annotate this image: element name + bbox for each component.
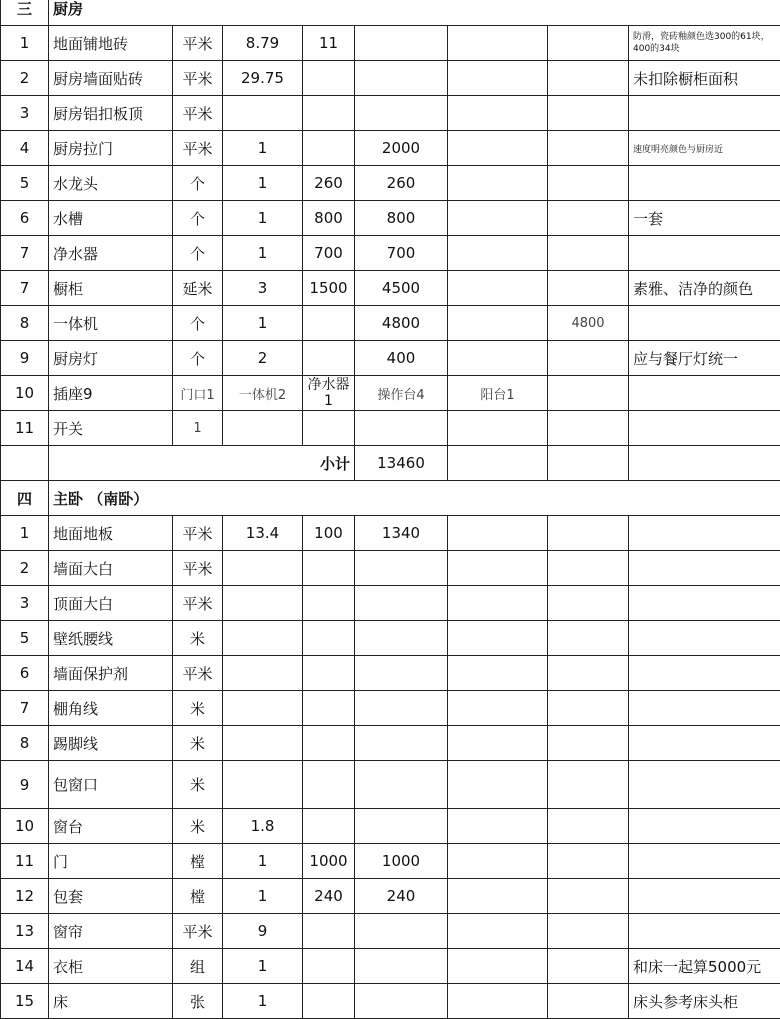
item-name-cell[interactable]: 橱柜 — [49, 271, 173, 306]
table-row — [1, 761, 780, 809]
remark-cell[interactable] — [629, 236, 780, 271]
section-title-cell[interactable]: 厨房 — [49, 0, 780, 26]
extra-cell-1[interactable] — [448, 61, 548, 96]
unit-price-cell[interactable] — [303, 809, 355, 844]
unit-price-cell[interactable] — [303, 411, 355, 446]
extra-cell-2[interactable] — [548, 341, 629, 376]
empty-cell[interactable] — [1, 446, 49, 481]
unit-cell[interactable]: 平米 — [173, 131, 223, 166]
table-row — [1, 131, 780, 166]
table-row — [1, 809, 780, 844]
row-number-cell[interactable]: 4 — [1, 131, 49, 166]
quantity-cell[interactable]: 13.4 — [223, 516, 303, 551]
total-cell[interactable]: 400 — [355, 341, 448, 376]
extra-cell-1[interactable] — [448, 166, 548, 201]
extra-cell-1[interactable] — [448, 949, 548, 984]
quantity-cell[interactable] — [223, 96, 303, 131]
unit-cell[interactable]: 平米 — [173, 26, 223, 61]
row-number-cell[interactable]: 14 — [1, 949, 49, 984]
item-name-cell[interactable]: 踢脚线 — [49, 726, 173, 761]
table-row — [1, 201, 780, 236]
unit-price-cell[interactable] — [303, 691, 355, 726]
section-index-cell[interactable]: 四 — [1, 481, 49, 516]
quantity-cell[interactable] — [223, 551, 303, 586]
item-name-cell[interactable]: 包窗口 — [49, 761, 173, 809]
unit-price-cell[interactable]: 800 — [303, 201, 355, 236]
extra-cell-1[interactable] — [448, 96, 548, 131]
extra-cell-1[interactable] — [448, 26, 548, 61]
extra-cell-1[interactable] — [448, 844, 548, 879]
quantity-cell[interactable]: 2 — [223, 341, 303, 376]
extra-cell-2[interactable] — [548, 586, 629, 621]
row-number-cell[interactable]: 6 — [1, 656, 49, 691]
extra-cell-2[interactable] — [548, 26, 629, 61]
total-cell[interactable]: 260 — [355, 166, 448, 201]
total-cell[interactable] — [355, 984, 448, 1019]
extra-cell-2[interactable] — [548, 411, 629, 446]
unit-cell[interactable]: 平米 — [173, 96, 223, 131]
unit-cell[interactable]: 1 — [173, 411, 223, 446]
total-cell[interactable] — [355, 726, 448, 761]
row-number-cell[interactable]: 6 — [1, 201, 49, 236]
empty-cell[interactable] — [448, 446, 548, 481]
table-row — [1, 411, 780, 446]
unit-price-cell[interactable] — [303, 341, 355, 376]
remark-cell[interactable] — [629, 914, 780, 949]
unit-cell[interactable]: 个 — [173, 306, 223, 341]
item-name-cell[interactable]: 墙面大白 — [49, 551, 173, 586]
subtotal-label-cell[interactable]: 小计 — [49, 446, 355, 481]
total-cell[interactable] — [355, 949, 448, 984]
unit-price-cell[interactable]: 260 — [303, 166, 355, 201]
remark-cell[interactable] — [629, 879, 780, 914]
total-cell[interactable] — [355, 586, 448, 621]
unit-cell[interactable]: 米 — [173, 621, 223, 656]
table-row — [1, 341, 780, 376]
quantity-cell[interactable]: 1 — [223, 306, 303, 341]
extra-cell-2[interactable] — [548, 621, 629, 656]
unit-cell[interactable]: 米 — [173, 809, 223, 844]
unit-price-cell[interactable] — [303, 761, 355, 809]
row-number-cell[interactable]: 5 — [1, 621, 49, 656]
remark-cell[interactable]: 速度明亮颜色与厨房近 — [629, 131, 780, 166]
unit-cell[interactable]: 樘 — [173, 879, 223, 914]
extra-cell-1[interactable] — [448, 271, 548, 306]
extra-cell-1[interactable] — [448, 621, 548, 656]
unit-cell[interactable]: 平米 — [173, 61, 223, 96]
total-cell[interactable]: 700 — [355, 236, 448, 271]
unit-cell[interactable]: 个 — [173, 166, 223, 201]
unit-price-cell[interactable] — [303, 96, 355, 131]
total-cell[interactable] — [355, 914, 448, 949]
unit-price-cell[interactable]: 240 — [303, 879, 355, 914]
table-row — [1, 26, 780, 61]
item-name-cell[interactable]: 开关 — [49, 411, 173, 446]
total-cell[interactable] — [355, 691, 448, 726]
table-row — [1, 376, 780, 411]
quantity-cell[interactable] — [223, 586, 303, 621]
unit-cell[interactable]: 个 — [173, 236, 223, 271]
remark-cell[interactable] — [629, 376, 780, 411]
remark-cell[interactable] — [629, 96, 780, 131]
table-row — [1, 726, 780, 761]
extra-cell-2[interactable] — [548, 949, 629, 984]
total-cell[interactable] — [355, 621, 448, 656]
unit-cell[interactable]: 个 — [173, 201, 223, 236]
quantity-cell[interactable]: 1 — [223, 236, 303, 271]
unit-price-cell[interactable]: 净水器1 — [303, 376, 355, 411]
item-name-cell[interactable]: 门 — [49, 844, 173, 879]
item-name-cell[interactable]: 地面地板 — [49, 516, 173, 551]
total-cell[interactable] — [355, 26, 448, 61]
item-name-cell[interactable]: 厨房拉门 — [49, 131, 173, 166]
unit-price-cell[interactable] — [303, 551, 355, 586]
item-name-cell[interactable]: 衣柜 — [49, 949, 173, 984]
total-cell[interactable] — [355, 61, 448, 96]
unit-cell[interactable]: 个 — [173, 341, 223, 376]
table-row — [1, 166, 780, 201]
section-index-cell[interactable]: 三 — [1, 0, 49, 26]
unit-cell[interactable]: 组 — [173, 949, 223, 984]
quantity-cell[interactable]: 3 — [223, 271, 303, 306]
quantity-cell[interactable] — [223, 411, 303, 446]
unit-price-cell[interactable] — [303, 586, 355, 621]
row-number-cell[interactable]: 1 — [1, 516, 49, 551]
quantity-cell[interactable]: 1 — [223, 201, 303, 236]
table-row — [1, 96, 780, 131]
unit-price-cell[interactable] — [303, 621, 355, 656]
table-row — [1, 61, 780, 96]
extra-cell-2[interactable] — [548, 131, 629, 166]
table-row — [1, 271, 780, 306]
unit-price-cell[interactable]: 1500 — [303, 271, 355, 306]
extra-cell-1[interactable] — [448, 726, 548, 761]
unit-cell[interactable]: 平米 — [173, 551, 223, 586]
row-number-cell[interactable]: 3 — [1, 96, 49, 131]
extra-cell-1[interactable] — [448, 341, 548, 376]
remark-cell[interactable] — [629, 551, 780, 586]
row-number-cell[interactable]: 7 — [1, 271, 49, 306]
unit-price-cell[interactable] — [303, 61, 355, 96]
total-cell[interactable]: 操作台4 — [355, 376, 448, 411]
remark-cell[interactable] — [629, 306, 780, 341]
remark-cell[interactable] — [629, 516, 780, 551]
item-name-cell[interactable]: 窗帘 — [49, 914, 173, 949]
extra-cell-2[interactable] — [548, 691, 629, 726]
extra-cell-2[interactable] — [548, 516, 629, 551]
unit-price-cell[interactable]: 700 — [303, 236, 355, 271]
row-number-cell[interactable]: 8 — [1, 726, 49, 761]
row-number-cell[interactable]: 13 — [1, 914, 49, 949]
table-row — [1, 949, 780, 984]
quantity-cell[interactable]: 9 — [223, 914, 303, 949]
remark-cell[interactable] — [629, 621, 780, 656]
unit-cell[interactable]: 平米 — [173, 656, 223, 691]
row-number-cell[interactable]: 15 — [1, 984, 49, 1019]
row-number-cell[interactable]: 11 — [1, 411, 49, 446]
extra-cell-2[interactable] — [548, 761, 629, 809]
extra-cell-1[interactable] — [448, 306, 548, 341]
section-header-row — [1, 0, 780, 26]
row-number-cell[interactable]: 7 — [1, 691, 49, 726]
item-name-cell[interactable]: 一体机 — [49, 306, 173, 341]
row-number-cell[interactable]: 10 — [1, 376, 49, 411]
unit-cell[interactable]: 延米 — [173, 271, 223, 306]
row-number-cell[interactable]: 8 — [1, 306, 49, 341]
item-name-cell[interactable]: 净水器 — [49, 236, 173, 271]
remark-cell[interactable]: 床头参考床头柜 — [629, 984, 780, 1019]
total-cell[interactable]: 1340 — [355, 516, 448, 551]
item-name-cell[interactable]: 壁纸腰线 — [49, 621, 173, 656]
extra-cell-1[interactable] — [448, 809, 548, 844]
extra-cell-1[interactable] — [448, 236, 548, 271]
table-row — [1, 551, 780, 586]
item-name-cell[interactable]: 顶面大白 — [49, 586, 173, 621]
remark-cell[interactable]: 一套 — [629, 201, 780, 236]
row-number-cell[interactable]: 10 — [1, 809, 49, 844]
quantity-cell[interactable] — [223, 656, 303, 691]
remark-cell[interactable] — [629, 726, 780, 761]
item-name-cell[interactable]: 插座9 — [49, 376, 173, 411]
table-row — [1, 984, 780, 1019]
unit-cell[interactable]: 平米 — [173, 586, 223, 621]
item-name-cell[interactable]: 厨房墙面贴砖 — [49, 61, 173, 96]
unit-cell[interactable]: 张 — [173, 984, 223, 1019]
row-number-cell[interactable]: 2 — [1, 61, 49, 96]
extra-cell-2[interactable] — [548, 656, 629, 691]
table-row — [1, 621, 780, 656]
remark-cell[interactable] — [629, 844, 780, 879]
item-name-cell[interactable]: 床 — [49, 984, 173, 1019]
remark-cell[interactable]: 防滑，瓷砖釉颜色选300的61块，400的34块 — [629, 26, 780, 61]
remark-cell[interactable]: 应与餐厅灯统一 — [629, 341, 780, 376]
quantity-cell[interactable] — [223, 761, 303, 809]
unit-price-cell[interactable]: 11 — [303, 26, 355, 61]
extra-cell-1[interactable] — [448, 411, 548, 446]
total-cell[interactable]: 800 — [355, 201, 448, 236]
unit-cell[interactable]: 米 — [173, 691, 223, 726]
empty-cell[interactable] — [629, 446, 780, 481]
total-cell[interactable] — [355, 96, 448, 131]
remark-cell[interactable] — [629, 586, 780, 621]
total-cell[interactable]: 240 — [355, 879, 448, 914]
quantity-cell[interactable]: 1 — [223, 949, 303, 984]
quantity-cell[interactable] — [223, 726, 303, 761]
unit-price-cell[interactable] — [303, 131, 355, 166]
section-title-cell[interactable]: 主卧 （南卧） — [49, 481, 780, 516]
quantity-cell[interactable]: 1 — [223, 879, 303, 914]
quantity-cell[interactable] — [223, 691, 303, 726]
subtotal-row — [1, 446, 780, 481]
table-row — [1, 516, 780, 551]
remark-cell[interactable] — [629, 411, 780, 446]
table-row — [1, 914, 780, 949]
extra-cell-2[interactable] — [548, 96, 629, 131]
extra-cell-2[interactable] — [548, 551, 629, 586]
item-name-cell[interactable]: 水龙头 — [49, 166, 173, 201]
remark-cell[interactable] — [629, 691, 780, 726]
extra-cell-1[interactable] — [448, 691, 548, 726]
total-cell[interactable] — [355, 656, 448, 691]
extra-cell-1[interactable] — [448, 984, 548, 1019]
remark-cell[interactable]: 和床一起算5000元 — [629, 949, 780, 984]
total-cell[interactable]: 4800 — [355, 306, 448, 341]
extra-cell-2[interactable]: 4800 — [548, 306, 629, 341]
item-name-cell[interactable]: 地面铺地砖 — [49, 26, 173, 61]
quantity-cell[interactable]: 1 — [223, 844, 303, 879]
row-number-cell[interactable]: 5 — [1, 166, 49, 201]
extra-cell-1[interactable] — [448, 201, 548, 236]
row-number-cell[interactable]: 12 — [1, 879, 49, 914]
table-row — [1, 586, 780, 621]
extra-cell-1[interactable] — [448, 516, 548, 551]
extra-cell-1[interactable] — [448, 914, 548, 949]
table-row — [1, 236, 780, 271]
quantity-cell[interactable]: 一体机2 — [223, 376, 303, 411]
total-cell[interactable]: 4500 — [355, 271, 448, 306]
item-name-cell[interactable]: 厨房灯 — [49, 341, 173, 376]
extra-cell-2[interactable] — [548, 236, 629, 271]
extra-cell-1[interactable] — [448, 131, 548, 166]
total-cell[interactable] — [355, 551, 448, 586]
item-name-cell[interactable]: 墙面保护剂 — [49, 656, 173, 691]
remark-cell[interactable]: 素雅、洁净的颜色 — [629, 271, 780, 306]
extra-cell-2[interactable] — [548, 166, 629, 201]
extra-cell-2[interactable] — [548, 879, 629, 914]
unit-cell[interactable]: 平米 — [173, 914, 223, 949]
extra-cell-1[interactable] — [448, 656, 548, 691]
remark-cell[interactable] — [629, 656, 780, 691]
total-cell[interactable] — [355, 809, 448, 844]
quantity-cell[interactable]: 1 — [223, 131, 303, 166]
extra-cell-1[interactable] — [448, 761, 548, 809]
extra-cell-2[interactable] — [548, 726, 629, 761]
extra-cell-1[interactable]: 阳台1 — [448, 376, 548, 411]
extra-cell-2[interactable] — [548, 201, 629, 236]
row-number-cell[interactable]: 9 — [1, 761, 49, 809]
unit-cell[interactable]: 门口1 — [173, 376, 223, 411]
item-name-cell[interactable]: 包套 — [49, 879, 173, 914]
unit-price-cell[interactable] — [303, 306, 355, 341]
unit-price-cell[interactable]: 1000 — [303, 844, 355, 879]
unit-price-cell[interactable] — [303, 984, 355, 1019]
quantity-cell[interactable]: 29.75 — [223, 61, 303, 96]
empty-cell[interactable] — [548, 446, 629, 481]
unit-cell[interactable]: 樘 — [173, 844, 223, 879]
item-name-cell[interactable]: 水槽 — [49, 201, 173, 236]
table-row — [1, 844, 780, 879]
extra-cell-2[interactable] — [548, 271, 629, 306]
extra-cell-2[interactable] — [548, 809, 629, 844]
table-row — [1, 691, 780, 726]
extra-cell-1[interactable] — [448, 586, 548, 621]
quantity-cell[interactable] — [223, 621, 303, 656]
row-number-cell[interactable]: 7 — [1, 236, 49, 271]
unit-price-cell[interactable]: 100 — [303, 516, 355, 551]
row-number-cell[interactable]: 9 — [1, 341, 49, 376]
remark-cell[interactable] — [629, 761, 780, 809]
total-cell[interactable]: 1000 — [355, 844, 448, 879]
unit-cell[interactable]: 平米 — [173, 516, 223, 551]
remark-cell[interactable]: 未扣除橱柜面积 — [629, 61, 780, 96]
table-row — [1, 656, 780, 691]
remark-cell[interactable] — [629, 166, 780, 201]
section-header-row — [1, 481, 780, 516]
unit-cell[interactable]: 米 — [173, 726, 223, 761]
extra-cell-1[interactable] — [448, 879, 548, 914]
unit-price-cell[interactable] — [303, 949, 355, 984]
extra-cell-2[interactable] — [548, 984, 629, 1019]
extra-cell-1[interactable] — [448, 551, 548, 586]
extra-cell-2[interactable] — [548, 914, 629, 949]
unit-price-cell[interactable] — [303, 656, 355, 691]
quantity-cell[interactable]: 1 — [223, 166, 303, 201]
quantity-cell[interactable]: 8.79 — [223, 26, 303, 61]
subtotal-value-cell[interactable]: 13460 — [355, 446, 448, 481]
total-cell[interactable] — [355, 411, 448, 446]
extra-cell-2[interactable] — [548, 844, 629, 879]
unit-price-cell[interactable] — [303, 726, 355, 761]
quantity-cell[interactable]: 1 — [223, 984, 303, 1019]
row-number-cell[interactable]: 1 — [1, 26, 49, 61]
item-name-cell[interactable]: 厨房铝扣板顶 — [49, 96, 173, 131]
extra-cell-2[interactable] — [548, 376, 629, 411]
row-number-cell[interactable]: 11 — [1, 844, 49, 879]
unit-cell[interactable]: 米 — [173, 761, 223, 809]
table-row — [1, 879, 780, 914]
row-number-cell[interactable]: 2 — [1, 551, 49, 586]
quantity-cell[interactable]: 1.8 — [223, 809, 303, 844]
row-number-cell[interactable]: 3 — [1, 586, 49, 621]
item-name-cell[interactable]: 棚角线 — [49, 691, 173, 726]
total-cell[interactable] — [355, 761, 448, 809]
extra-cell-2[interactable] — [548, 61, 629, 96]
unit-price-cell[interactable] — [303, 914, 355, 949]
total-cell[interactable]: 2000 — [355, 131, 448, 166]
remark-cell[interactable] — [629, 809, 780, 844]
item-name-cell[interactable]: 窗台 — [49, 809, 173, 844]
table-row — [1, 306, 780, 341]
